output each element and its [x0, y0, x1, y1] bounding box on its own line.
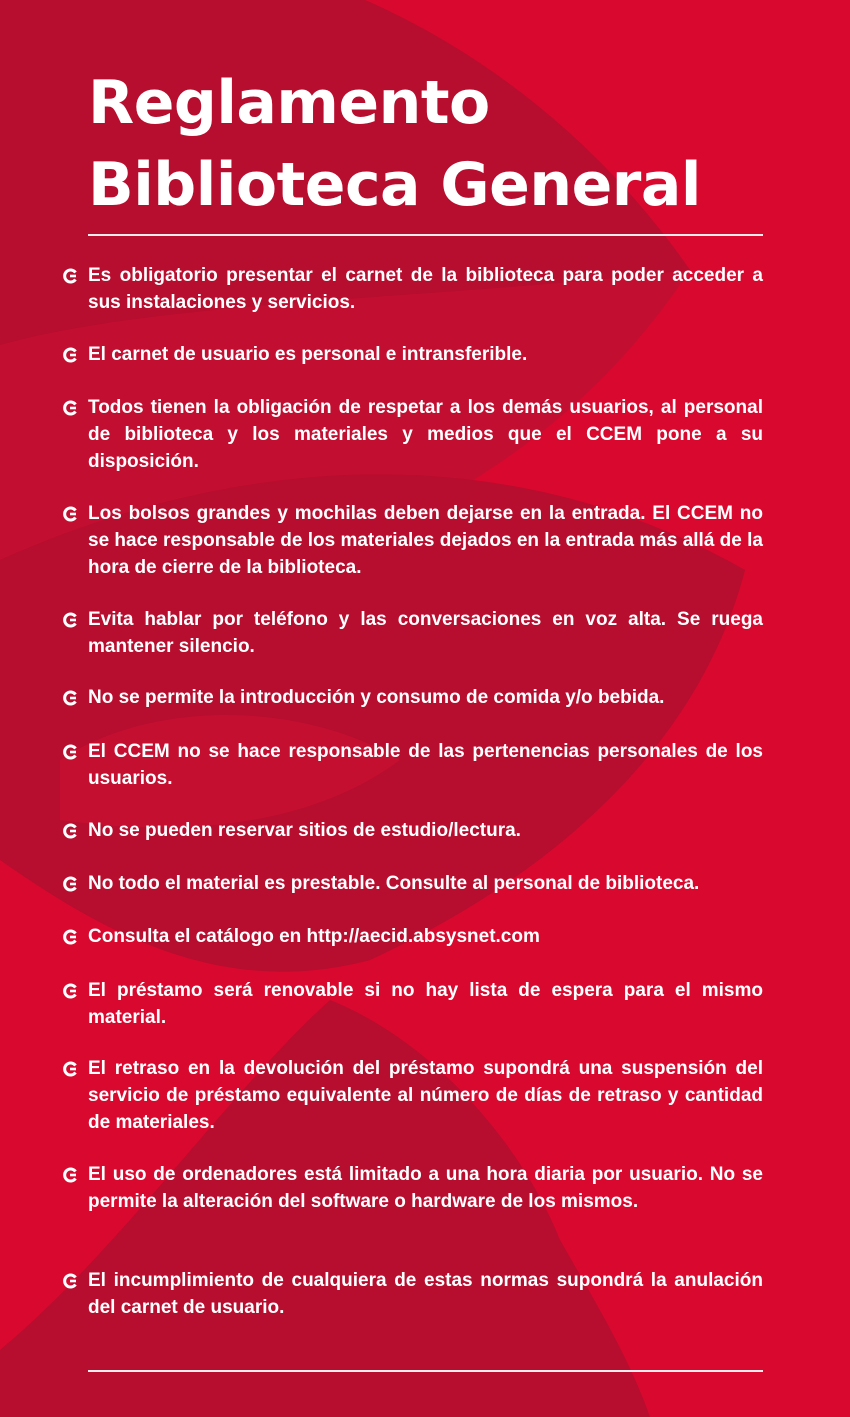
rule-item — [62, 341, 763, 368]
rule-item — [62, 394, 763, 475]
rule-item — [62, 684, 763, 711]
ccem-logo-icon — [62, 929, 78, 945]
ccem-logo-icon — [62, 1167, 78, 1183]
title-line-2: Biblioteca General — [88, 150, 701, 220]
ccem-logo-icon — [62, 1273, 78, 1289]
title-line-1: Reglamento — [88, 68, 490, 138]
rule-text: El carnet de usuario es personal e intransferible. — [88, 344, 528, 365]
ccem-logo-icon — [62, 823, 78, 839]
rule-item — [62, 817, 763, 844]
rule-text: El préstamo será renovable si no hay lista de espera para el mismo material. — [88, 980, 763, 1028]
rule-text: El incumplimiento de cualquiera de estas normas supondrá la anulación del carnet de usuario. — [88, 1270, 763, 1318]
rule-text: El uso de ordenadores está limitado a una hora diaria por usuario. No se permite la alteración del software o hardware de los mismos. — [88, 1164, 763, 1212]
rule-text: El retraso en la devolución del préstamo supondrá una suspensión del servicio de préstamo equivalente al número de días de retraso y cantidad de materiales. — [88, 1058, 763, 1133]
rule-item — [62, 923, 763, 950]
page-title — [88, 62, 701, 226]
rule-text: Evita hablar por teléfono y las conversaciones en voz alta. Se ruega mantener silencio. — [88, 609, 763, 657]
rule-item — [62, 1161, 763, 1215]
top-divider — [88, 234, 763, 236]
rule-item — [62, 606, 763, 660]
ccem-logo-icon — [62, 268, 78, 284]
ccem-logo-icon — [62, 690, 78, 706]
rule-text: Los bolsos grandes y mochilas deben dejarse en la entrada. El CCEM no se hace responsable de los materiales dejados en la entrada más allá de la hora de cierre de la biblioteca. — [88, 503, 763, 578]
rule-text: No se permite la introducción y consumo de comida y/o bebida. — [88, 687, 665, 708]
rule-text: Todos tienen la obligación de respetar a los demás usuarios, al personal de biblioteca y los materiales y medios que el CCEM pone a su disposición. — [88, 397, 763, 472]
ccem-logo-icon — [62, 876, 78, 892]
rule-text: No se pueden reservar sitios de estudio/lectura. — [88, 820, 521, 841]
rule-item — [62, 1055, 763, 1136]
bottom-divider — [88, 1370, 763, 1372]
rule-text: No todo el material es prestable. Consulte al personal de biblioteca. — [88, 873, 700, 894]
ccem-logo-icon — [62, 347, 78, 363]
ccem-logo-icon — [62, 612, 78, 628]
rule-item — [62, 500, 763, 581]
rule-item — [62, 1267, 763, 1321]
rule-item — [62, 262, 763, 316]
rule-text: Es obligatorio presentar el carnet de la biblioteca para poder acceder a sus instalaciones y servicios. — [88, 265, 763, 313]
ccem-logo-icon — [62, 744, 78, 760]
ccem-logo-icon — [62, 400, 78, 416]
ccem-logo-icon — [62, 506, 78, 522]
rule-text: Consulta el catálogo en http://aecid.absysnet.com — [88, 926, 540, 947]
ccem-logo-icon — [62, 983, 78, 999]
ccem-logo-icon — [62, 1061, 78, 1077]
rule-item — [62, 738, 763, 792]
rule-item — [62, 977, 763, 1031]
rule-text: El CCEM no se hace responsable de las pertenencias personales de los usuarios. — [88, 741, 763, 789]
rule-item — [62, 870, 763, 897]
